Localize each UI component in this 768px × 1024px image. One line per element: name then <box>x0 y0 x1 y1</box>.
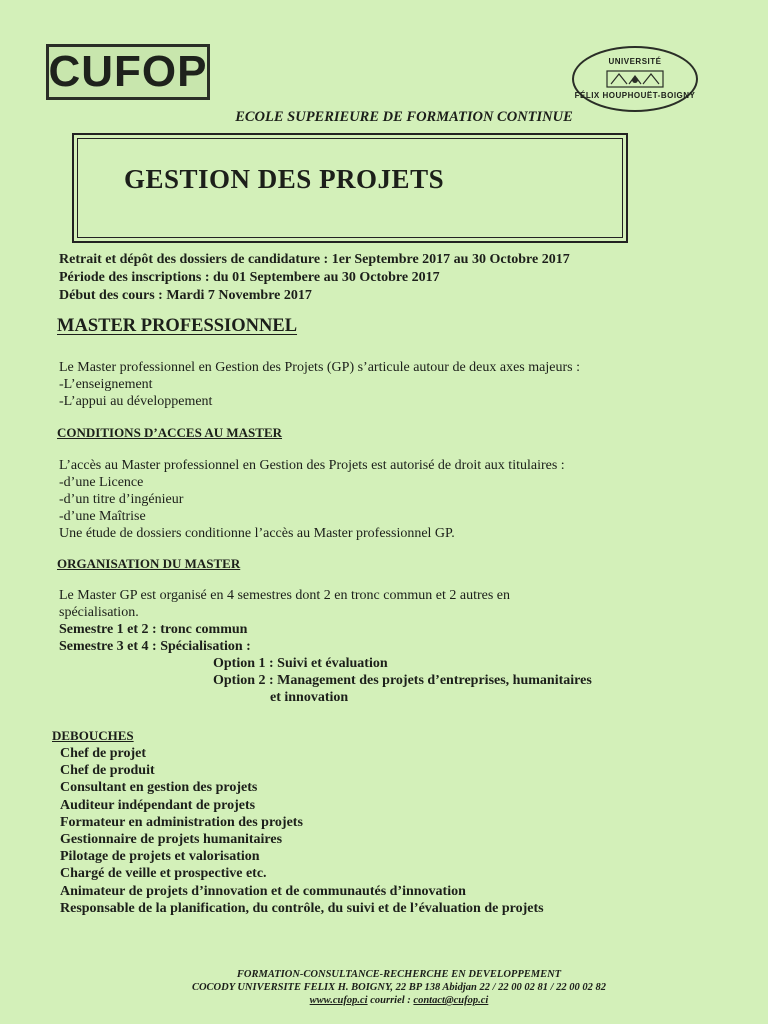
organisation-line: spécialisation. <box>59 605 139 620</box>
conditions-block <box>59 457 565 542</box>
debouches-list <box>60 745 544 917</box>
university-seal <box>572 46 698 112</box>
conditions-line: L’accès au Master professionnel en Gestion des Projets est autorisé de droit aux titulaires : <box>59 458 565 473</box>
conditions-line: -d’une Maîtrise <box>59 509 146 524</box>
organisation-block <box>59 587 592 706</box>
seal-top-text: UNIVERSITÉ <box>608 57 662 66</box>
conditions-line: -d’une Licence <box>59 475 144 490</box>
website-link[interactable]: www.cufop.ci <box>309 995 368 1006</box>
date-line: Retrait et dépôt des dossiers de candidature : 1er Septembre 2017 au 30 Octobre 2017 <box>59 252 570 267</box>
cufop-logo <box>46 44 210 100</box>
master-heading: MASTER PROFESSIONNEL <box>57 316 298 336</box>
dates-block <box>59 251 570 305</box>
conditions-line: -d’un titre d’ingénieur <box>59 492 184 507</box>
option-2-continued: et innovation <box>270 690 349 705</box>
conditions-line: Une étude de dossiers conditionne l’accès au Master professionnel GP. <box>59 526 455 541</box>
option-1: Option 1 : Suivi et évaluation <box>213 656 388 671</box>
intro-block <box>59 359 580 410</box>
seal-emblem-icon <box>605 68 665 90</box>
debouche-item: Responsable de la planification, du contrôle, du suivi et de l’évaluation de projets <box>60 900 544 916</box>
debouches-heading: DEBOUCHES <box>52 728 134 743</box>
organisation-heading: ORGANISATION DU MASTER <box>57 556 241 571</box>
semestre-1-2: Semestre 1 et 2 : tronc commun <box>59 622 248 637</box>
courriel-label: courriel : <box>367 995 414 1006</box>
date-line: Période des inscriptions : du 01 Septembere au 30 Octobre 2017 <box>59 270 440 285</box>
email-link[interactable]: contact@cufop.ci <box>413 995 489 1006</box>
debouche-item: Gestionnaire de projets humanitaires <box>60 832 283 848</box>
semestre-3-4: Semestre 3 et 4 : Spécialisation : <box>59 639 251 654</box>
footer <box>0 968 768 1007</box>
footer-contact <box>30 994 768 1007</box>
debouche-item: Chef de projet <box>60 746 147 761</box>
logo-text: CUFOP <box>48 47 208 96</box>
seal-bottom-text: FÉLIX HOUPHOUËT-BOIGNY <box>574 91 696 100</box>
organisation-line: Le Master GP est organisé en 4 semestres dont 2 en tronc commun et 2 autres en <box>59 588 510 603</box>
date-line: Début des cours : Mardi 7 Novembre 2017 <box>59 288 312 303</box>
debouche-item: Chef de produit <box>60 763 155 779</box>
debouche-item: Chargé de veille et prospective etc. <box>60 866 267 882</box>
debouche-item: Pilotage de projets et valorisation <box>60 849 260 865</box>
debouche-item: Formateur en administration des projets <box>60 814 303 830</box>
debouche-item: Animateur de projets d’innovation et de communautés d’innovation <box>60 883 466 899</box>
conditions-heading: CONDITIONS D’ACCES AU MASTER <box>57 425 283 440</box>
page-title: GESTION DES PROJETS <box>124 164 445 194</box>
intro-line: -L’enseignement <box>59 377 153 392</box>
option-2: Option 2 : Management des projets d’entreprises, humanitaires <box>213 673 592 688</box>
debouche-item: Consultant en gestion des projets <box>60 780 258 796</box>
intro-line: Le Master professionnel en Gestion des Projets (GP) s’articule autour de deux axes majeurs : <box>59 360 580 375</box>
intro-line: -L’appui au développement <box>59 394 213 409</box>
debouche-item: Auditeur indépendant de projets <box>60 797 256 813</box>
school-name: ECOLE SUPERIEURE DE FORMATION CONTINUE <box>235 109 573 125</box>
footer-address: COCODY UNIVERSITE FELIX H. BOIGNY, 22 BP 138 Abidjan 22 / 22 00 02 81 / 22 00 02 82 <box>191 982 607 993</box>
footer-tagline: FORMATION-CONSULTANCE-RECHERCHE EN DEVELOPPEMENT <box>236 969 562 980</box>
